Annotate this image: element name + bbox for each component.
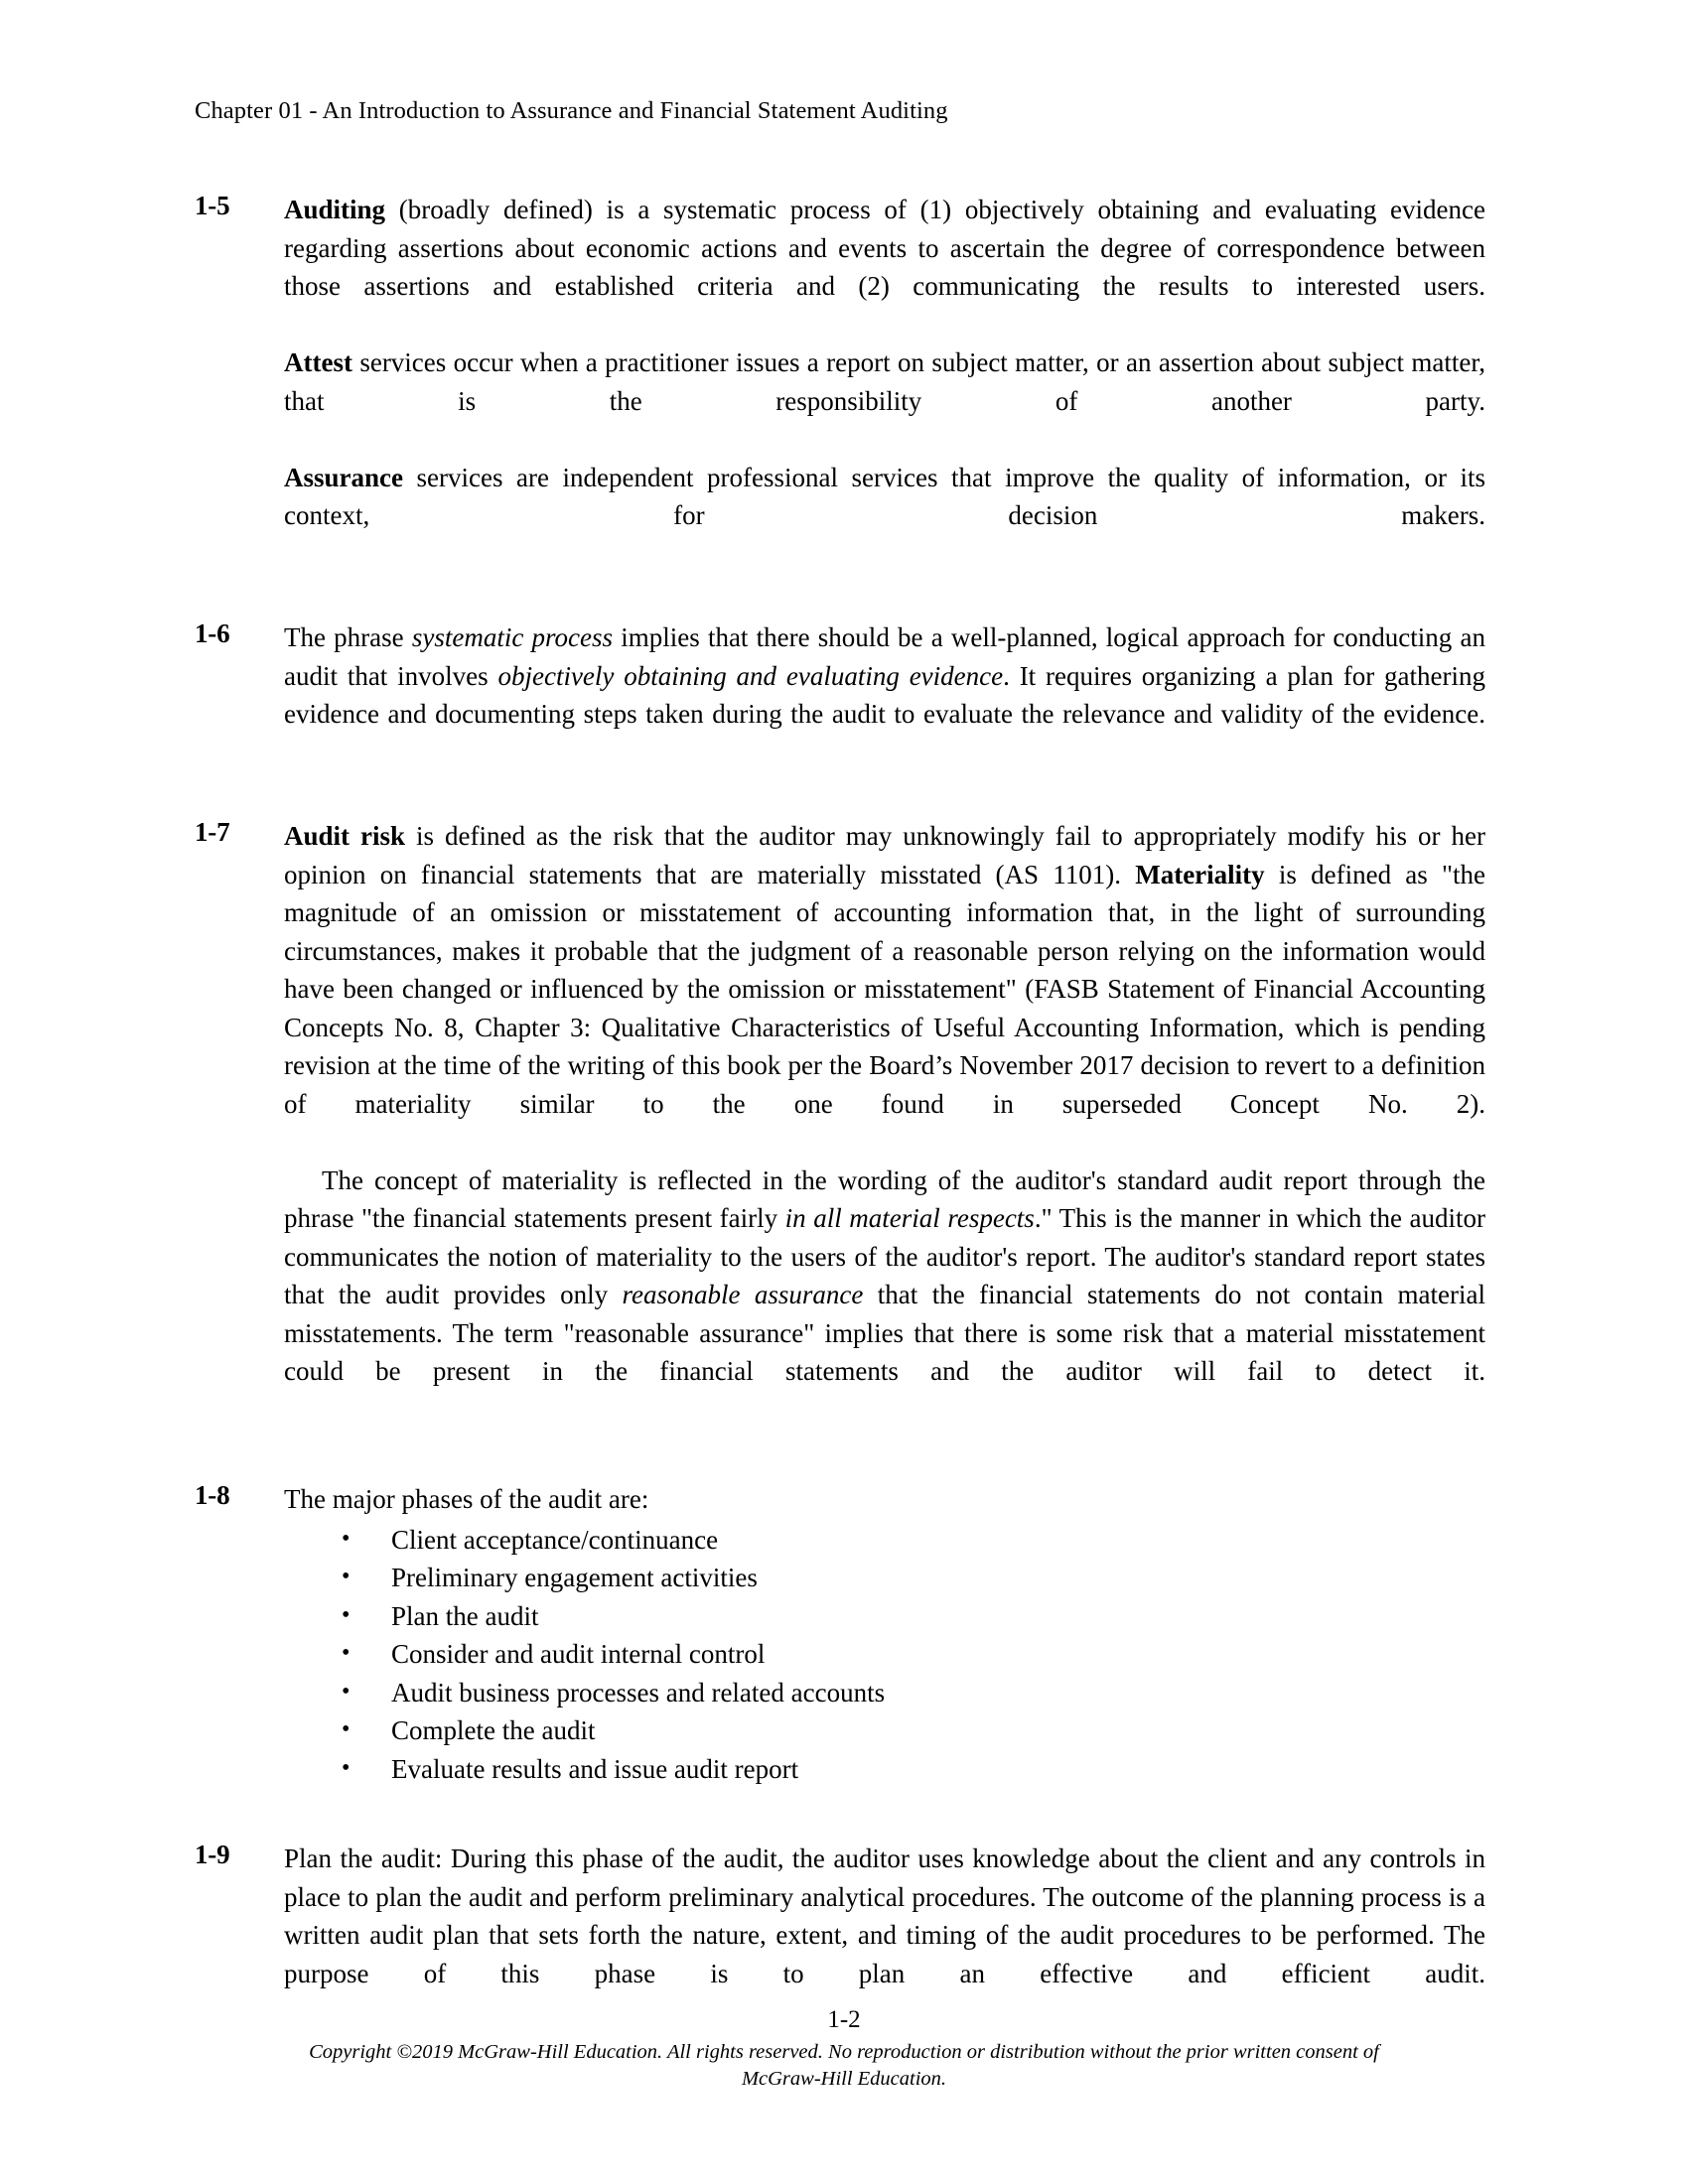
- paragraph: [284, 1161, 1485, 1430]
- item-number: 1-7: [195, 817, 230, 847]
- paragraph: [284, 817, 1485, 1161]
- emphasis-reasonable-assurance: reasonable assurance: [622, 1280, 864, 1309]
- list-item: [284, 1559, 1485, 1597]
- list-item-label: Plan the audit: [391, 1600, 539, 1631]
- list-item: [284, 1521, 1485, 1560]
- bullet-icon: •: [342, 1601, 351, 1628]
- list-item: [284, 1711, 1485, 1750]
- numbered-item-1-7: [195, 817, 1485, 1429]
- item-number: 1-9: [195, 1840, 230, 1869]
- list-lead-in: The major phases of the audit are:: [284, 1484, 649, 1514]
- paragraph-text: ." This is the manner in which the auditor communicates the notion of materiality to the users of the auditor's report. The auditor's standard report states that the audit provides only: [284, 1203, 1485, 1309]
- paragraph-text: services occur when a practitioner issues a report on subject matter, or an assertion about subject matter, that is the responsibility of another party.: [284, 347, 1485, 416]
- item-number: 1-6: [195, 618, 230, 648]
- list-item: [284, 1750, 1485, 1789]
- list-item: [284, 1674, 1485, 1712]
- paragraph-text: is defined as the risk that the auditor may unknowingly fail to appropriately modify his or her opinion on financial statements that are materially misstated (AS 1101).: [284, 821, 1485, 889]
- term-assurance: Assurance: [284, 462, 403, 492]
- numbered-item-1-8: [195, 1480, 1485, 1788]
- paragraph: [284, 1840, 1485, 2031]
- running-header: Chapter 01 - An Introduction to Assurance and Financial Statement Auditing: [195, 97, 948, 124]
- copyright-notice: [258, 2039, 1430, 2093]
- emphasis-systematic-process: systematic process: [411, 622, 614, 652]
- list-item-label: Audit business processes and related accounts: [391, 1677, 886, 1707]
- bullet-icon: •: [342, 1678, 351, 1705]
- bullet-icon: •: [342, 1754, 351, 1781]
- numbered-item-1-6: [195, 618, 1485, 771]
- bullet-icon: •: [342, 1564, 351, 1589]
- emphasis-in-all-material-respects: in all material respects: [784, 1203, 1035, 1233]
- list-item: [284, 1635, 1485, 1674]
- page-footer: [0, 2005, 1688, 2093]
- numbered-item-1-9: [195, 1840, 1485, 2031]
- term-materiality: Materiality: [1135, 859, 1265, 889]
- list-item-label: Consider and audit internal control: [391, 1639, 766, 1669]
- list-item-label: Evaluate results and issue audit report: [391, 1753, 799, 1784]
- bullet-icon: •: [342, 1525, 351, 1552]
- numbered-item-1-5: [195, 191, 1485, 573]
- paragraph-text: The phrase: [284, 622, 412, 652]
- page-number: 1-2: [827, 2006, 861, 2033]
- paragraph: [284, 191, 1485, 343]
- paragraph: [284, 618, 1485, 771]
- paragraph-text: services are independent professional services that improve the quality of information, or its context, for decision makers.: [284, 462, 1485, 530]
- list-item-label: Client acceptance/continuance: [391, 1524, 719, 1555]
- list-item: [284, 1597, 1485, 1636]
- copyright-line-2: McGraw-Hill Education.: [741, 2068, 947, 2090]
- bullet-icon: •: [342, 1640, 351, 1666]
- paragraph-text: Plan the audit: During this phase of the audit, the auditor uses knowledge about the client and any controls in place to plan the audit and perform preliminary analytical procedures. The outcome of the planning process is a written audit plan that sets forth the nature, extent, and timing of the audit procedures to be performed. The purpose of this phase is to plan an effective and efficient audit.: [284, 1843, 1485, 1988]
- document-body: [195, 191, 1485, 2065]
- bullet-icon: •: [342, 1716, 351, 1742]
- item-number: 1-5: [195, 191, 230, 220]
- paragraph-text: implies that there should be a well-planned, logical approach for conducting an audit that involves: [284, 622, 1485, 691]
- emphasis-objectively-obtaining: objectively obtaining and evaluating evidence: [497, 660, 1004, 691]
- paragraph-text: The concept of materiality is reflected in the wording of the auditor's standard audit report through the phrase "the financial statements present fairly: [284, 1164, 1485, 1233]
- paragraph-text: is defined as "the magnitude of an omission or misstatement of accounting information that, in the light of surrounding circumstances, makes it probable that the judgment of a reasonable person relying on the information would have been changed or influenced by the omission or misstatement" (FASB Statement of Financial Accounting Concepts No. 8, Chapter 3: Qualitative Characteristics of Useful Accounting Information, which is pending revision at the time of the writing of this book per the Board’s November 2017 decision to revert to a definition of materiality similar to the one found in superseded Concept No. 2).: [284, 859, 1486, 1119]
- paragraph: [284, 343, 1485, 459]
- term-auditing: Auditing: [284, 195, 386, 224]
- paragraph-text: (broadly defined) is a systematic process of (1) objectively obtaining and evaluating evidence regarding assertions about economic actions and events to ascertain the degree of correspondence between those assertions and established criteria and (2) communicating the results to interested users.: [284, 195, 1485, 301]
- list-item-label: Preliminary engagement activities: [391, 1563, 758, 1592]
- paragraph-text: that the financial statements do not contain material misstatements. The term "reasonable assurance" implies that there is some risk that a material misstatement could be present in the financial statements and the auditor will fail to detect it.: [284, 1280, 1485, 1386]
- paragraph: [284, 459, 1485, 574]
- paragraph-text: . It requires organizing a plan for gathering evidence and documenting steps taken during the audit to evaluate the relevance and validity of the evidence.: [284, 660, 1486, 729]
- audit-phases-list: [284, 1521, 1485, 1789]
- list-item-label: Complete the audit: [391, 1715, 596, 1745]
- term-attest: Attest: [284, 347, 352, 377]
- term-audit-risk: Audit risk: [284, 821, 406, 851]
- item-number: 1-8: [195, 1480, 230, 1510]
- copyright-line-1: Copyright ©2019 McGraw-Hill Education. All rights reserved. No reproduction or distribution without the prior written consent of: [309, 2041, 1379, 2063]
